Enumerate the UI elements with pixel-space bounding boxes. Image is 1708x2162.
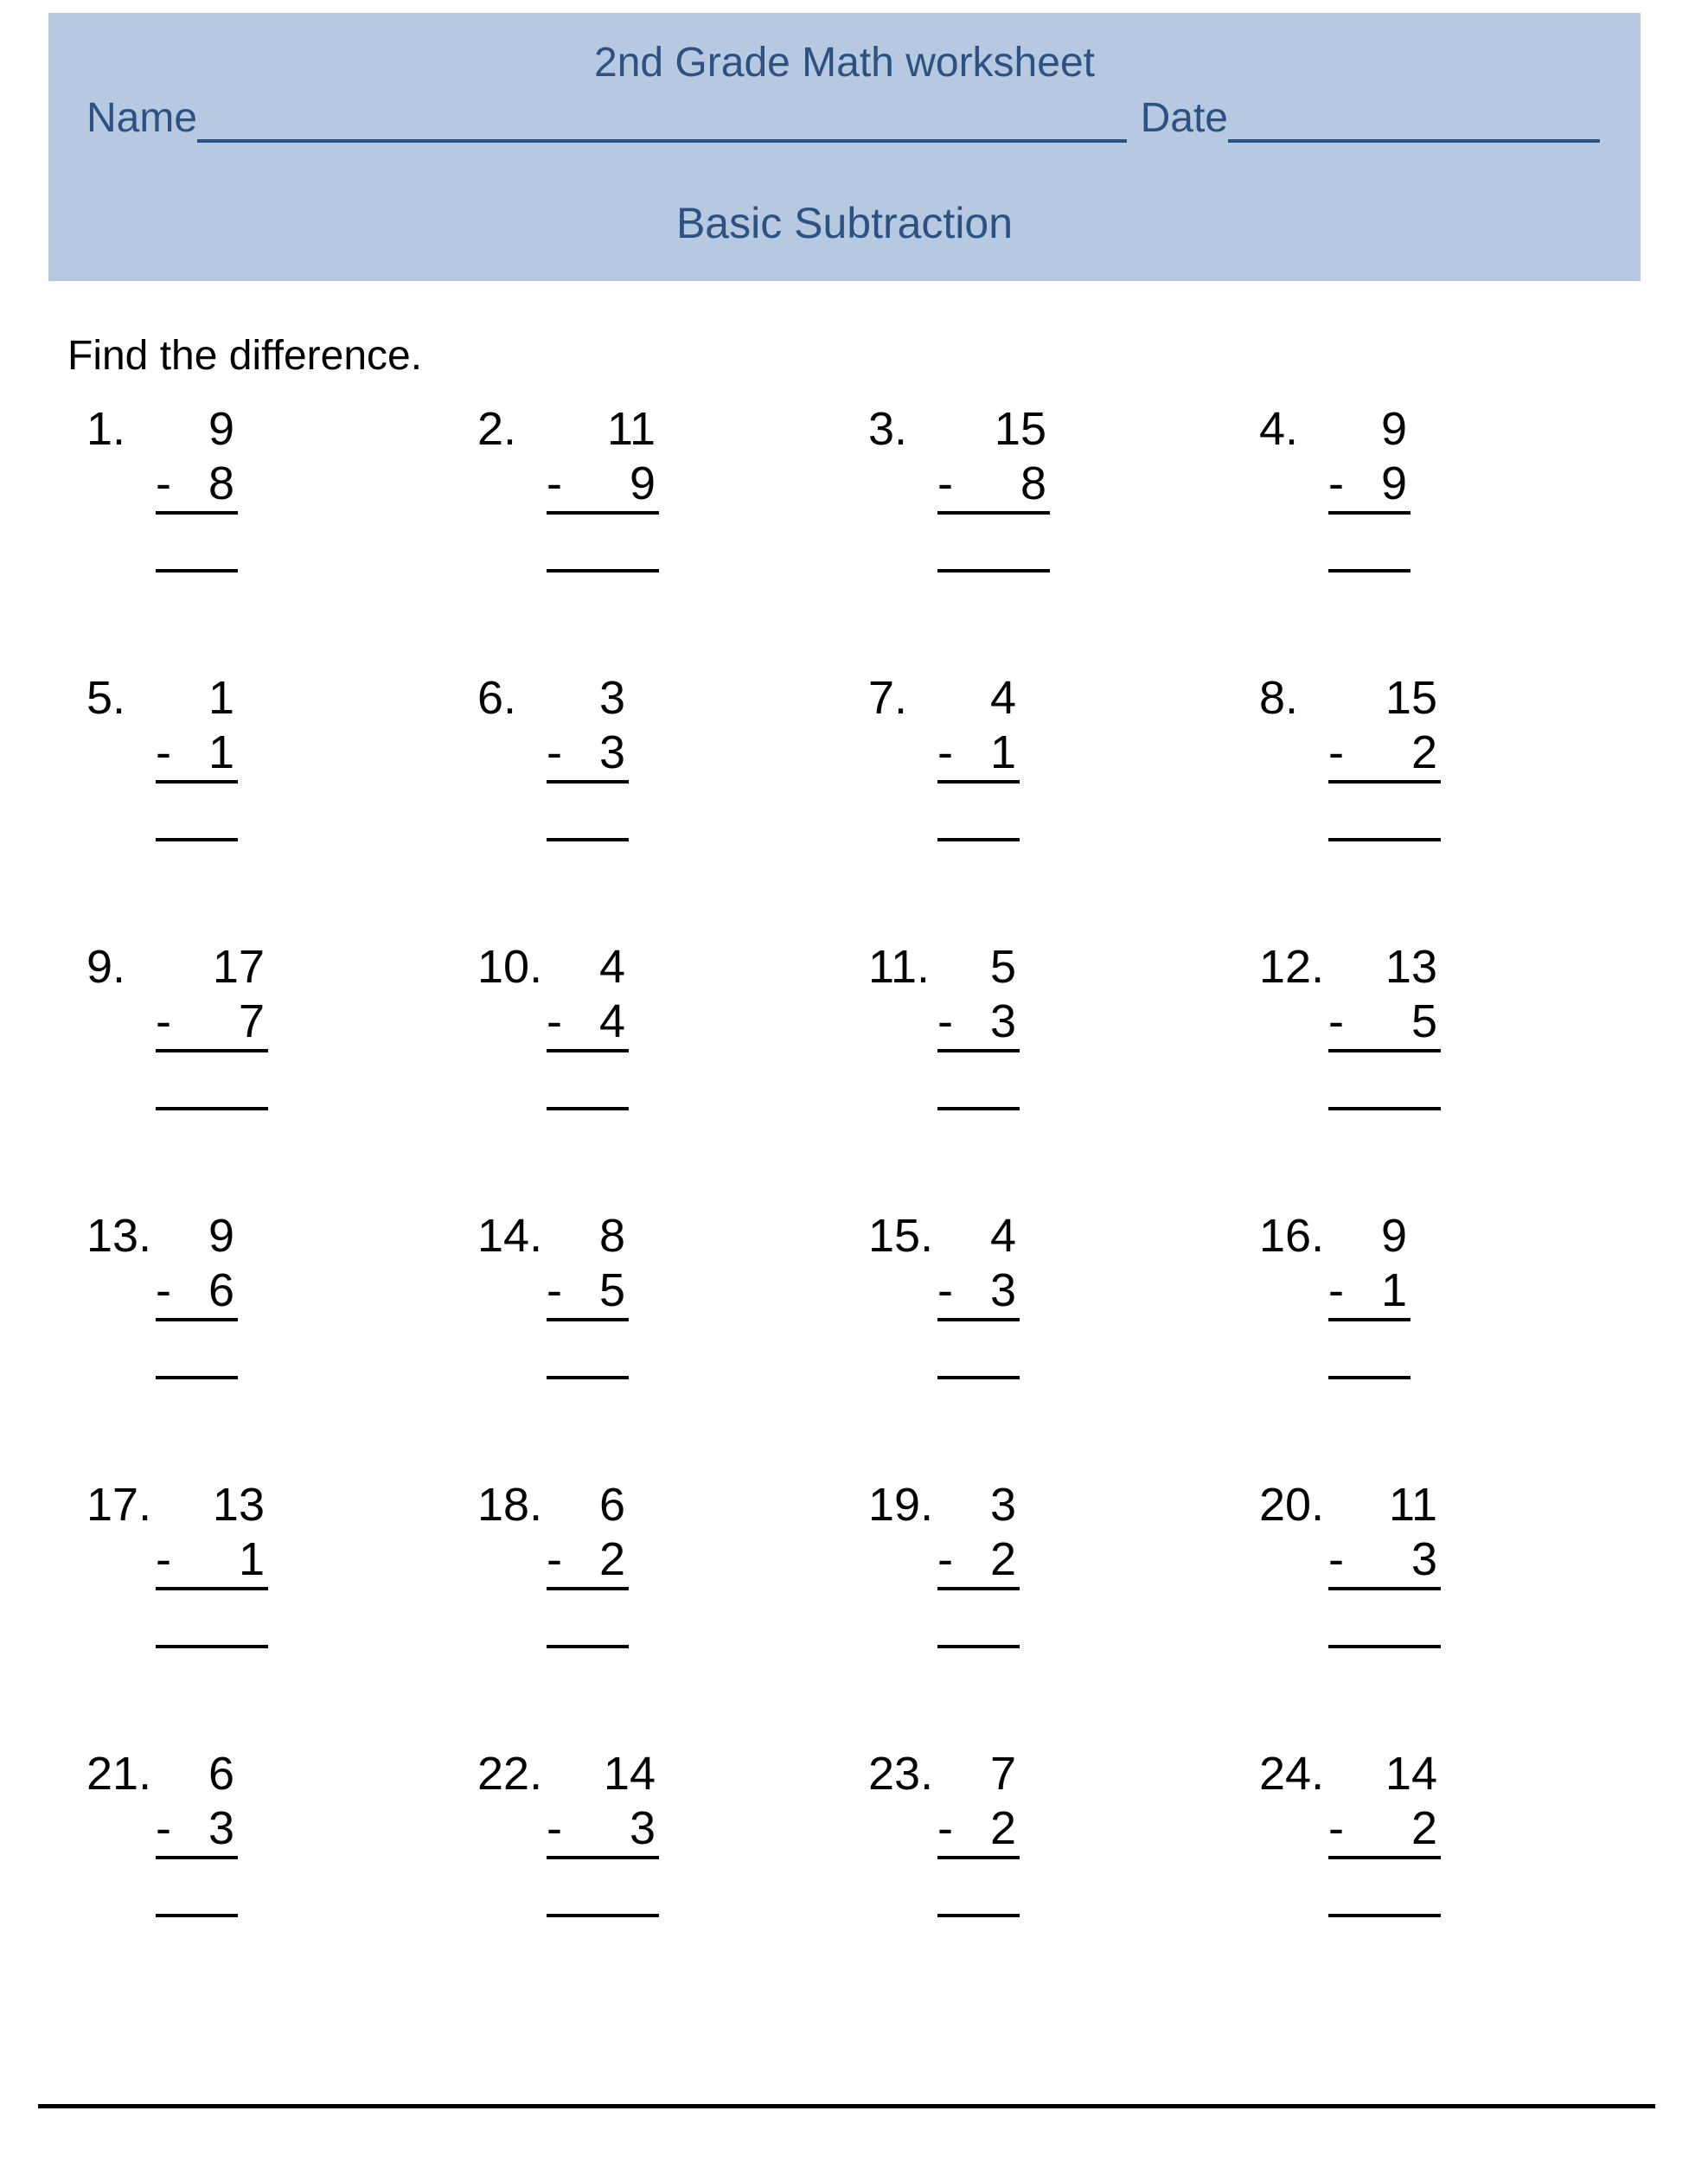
subtraction-problem — [477, 671, 868, 940]
subtrahend-row — [937, 457, 1050, 515]
subtrahend-row — [156, 1263, 238, 1321]
minus-sign: - — [156, 1802, 171, 1854]
subtraction-problem — [868, 402, 1259, 671]
minus-sign: - — [1328, 726, 1344, 778]
minuend: 14 — [1385, 1748, 1437, 1800]
worksheet-title: 2nd Grade Math worksheet — [594, 40, 1095, 86]
minus-sign: - — [1328, 1264, 1344, 1316]
subtrahend-row — [937, 1801, 1020, 1859]
problem-number: 7. — [868, 672, 908, 724]
problem-number: 14. — [477, 1210, 543, 1262]
answer-blank-line[interactable] — [937, 1914, 1020, 1917]
problem-work-area — [547, 940, 629, 1110]
subtrahend: 8 — [1020, 457, 1046, 509]
instruction-text: Find the difference. — [67, 333, 423, 379]
problem-number: 10. — [477, 941, 543, 993]
subtraction-problem — [86, 940, 477, 1209]
worksheet-subtitle: Basic Subtraction — [675, 199, 1014, 247]
minus-sign: - — [547, 1802, 562, 1854]
answer-blank-line[interactable] — [937, 1107, 1020, 1110]
problem-work-area — [547, 402, 659, 572]
minuend: 4 — [989, 1210, 1016, 1262]
subtrahend-row — [547, 1532, 629, 1590]
problem-work-area — [156, 1747, 238, 1917]
problem-work-area — [156, 1209, 238, 1379]
answer-blank-line[interactable] — [547, 838, 629, 841]
problem-number: 1. — [86, 403, 126, 455]
problem-work-area — [156, 402, 238, 572]
bottom-divider-line — [38, 2104, 1655, 2108]
subtrahend: 7 — [238, 995, 265, 1047]
problem-work-area — [156, 940, 268, 1110]
subtrahend: 1 — [1380, 1264, 1407, 1316]
subtrahend-row — [156, 457, 238, 515]
subtrahend: 2 — [1411, 1802, 1437, 1854]
problem-work-area — [156, 1478, 268, 1648]
minuend: 9 — [1380, 1210, 1407, 1262]
minus-sign: - — [156, 726, 171, 778]
minuend: 15 — [1385, 672, 1437, 724]
problem-number: 5. — [86, 672, 126, 724]
problem-number: 20. — [1259, 1479, 1325, 1531]
subtrahend: 9 — [1380, 457, 1407, 509]
subtrahend: 3 — [989, 995, 1016, 1047]
subtraction-problem — [1259, 402, 1650, 671]
minus-sign: - — [547, 1264, 562, 1316]
subtrahend-row — [1328, 726, 1441, 784]
date-blank-line[interactable] — [1228, 94, 1600, 143]
subtraction-problem — [868, 1209, 1259, 1478]
minuend: 8 — [598, 1210, 625, 1262]
subtraction-problem — [477, 1478, 868, 1747]
problem-work-area — [937, 402, 1050, 572]
answer-blank-line[interactable] — [547, 1645, 629, 1648]
subtraction-problem — [1259, 1478, 1650, 1747]
worksheet-header — [48, 13, 1641, 281]
subtrahend: 3 — [1411, 1533, 1437, 1585]
minuend: 15 — [994, 403, 1046, 455]
subtrahend-row — [156, 1532, 268, 1590]
minuend: 9 — [208, 1210, 234, 1262]
problem-number: 22. — [477, 1748, 543, 1800]
answer-blank-line[interactable] — [1328, 1376, 1411, 1379]
minus-sign: - — [937, 1533, 953, 1585]
minuend: 13 — [212, 1479, 265, 1531]
subtrahend-row — [547, 1801, 659, 1859]
answer-blank-line[interactable] — [1328, 569, 1411, 572]
subtraction-problem — [1259, 940, 1650, 1209]
subtraction-problem — [477, 940, 868, 1209]
minus-sign: - — [547, 726, 562, 778]
problem-work-area — [547, 1209, 629, 1379]
subtraction-problem — [868, 1747, 1259, 2016]
subtrahend-row — [937, 1263, 1020, 1321]
subtrahend-row — [937, 726, 1020, 784]
minuend: 9 — [1380, 403, 1407, 455]
subtrahend-row — [1328, 1801, 1441, 1859]
minus-sign: - — [156, 995, 171, 1047]
subtrahend: 1 — [208, 726, 234, 778]
problem-number: 6. — [477, 672, 517, 724]
problem-work-area — [937, 1478, 1020, 1648]
minus-sign: - — [547, 457, 562, 509]
minuend: 13 — [1385, 941, 1437, 993]
subtrahend-row — [547, 995, 629, 1052]
subtraction-problem — [1259, 1209, 1650, 1478]
subtraction-problem — [868, 671, 1259, 940]
name-date-row — [86, 94, 1600, 143]
subtrahend: 3 — [208, 1802, 234, 1854]
minuend: 3 — [989, 1479, 1016, 1531]
problem-number: 9. — [86, 941, 126, 993]
problem-work-area — [1328, 402, 1411, 572]
answer-blank-line[interactable] — [156, 1914, 238, 1917]
subtraction-problem — [1259, 671, 1650, 940]
answer-blank-line[interactable] — [547, 1914, 659, 1917]
minuend: 4 — [989, 672, 1016, 724]
problem-number: 11. — [868, 941, 931, 993]
problem-number: 13. — [86, 1210, 152, 1262]
problem-number: 16. — [1259, 1210, 1325, 1262]
minus-sign: - — [937, 995, 953, 1047]
problem-number: 15. — [868, 1210, 934, 1262]
subtraction-problem — [86, 1478, 477, 1747]
answer-blank-line[interactable] — [156, 838, 238, 841]
minus-sign: - — [1328, 457, 1344, 509]
problems-grid — [86, 402, 1650, 2016]
minuend: 3 — [598, 672, 625, 724]
problem-work-area — [156, 671, 238, 841]
minus-sign: - — [156, 1533, 171, 1585]
minus-sign: - — [1328, 1802, 1344, 1854]
subtraction-problem — [868, 940, 1259, 1209]
problem-work-area — [1328, 940, 1441, 1110]
problem-number: 2. — [477, 403, 517, 455]
subtrahend-row — [1328, 457, 1411, 515]
problem-work-area — [547, 671, 629, 841]
subtrahend: 3 — [989, 1264, 1016, 1316]
answer-blank-line[interactable] — [937, 838, 1020, 841]
subtraction-problem — [477, 1209, 868, 1478]
subtraction-problem — [86, 671, 477, 940]
subtrahend-row — [547, 726, 629, 784]
problem-number: 3. — [868, 403, 908, 455]
subtraction-problem — [86, 402, 477, 671]
subtrahend-row — [547, 1263, 629, 1321]
minus-sign: - — [547, 1533, 562, 1585]
answer-blank-line[interactable] — [1328, 1914, 1441, 1917]
subtrahend-row — [156, 995, 268, 1052]
minuend: 14 — [603, 1748, 656, 1800]
minus-sign: - — [156, 1264, 171, 1316]
problem-number: 4. — [1259, 403, 1299, 455]
problem-number: 18. — [477, 1479, 543, 1531]
minuend: 17 — [212, 941, 265, 993]
subtrahend: 1 — [989, 726, 1016, 778]
subtrahend-row — [1328, 1532, 1441, 1590]
subtrahend: 9 — [629, 457, 656, 509]
problem-number: 12. — [1259, 941, 1325, 993]
problem-number: 24. — [1259, 1748, 1325, 1800]
problem-work-area — [1328, 1209, 1411, 1379]
subtrahend-row — [156, 1801, 238, 1859]
subtraction-problem — [868, 1478, 1259, 1747]
problem-work-area — [1328, 671, 1441, 841]
answer-blank-line[interactable] — [156, 1107, 268, 1110]
answer-blank-line[interactable] — [937, 1376, 1020, 1379]
subtrahend: 2 — [1411, 726, 1437, 778]
minuend: 6 — [598, 1479, 625, 1531]
subtrahend: 3 — [629, 1802, 656, 1854]
answer-blank-line[interactable] — [937, 569, 1050, 572]
subtrahend: 5 — [1411, 995, 1437, 1047]
minuend: 11 — [606, 403, 656, 455]
date-label: Date — [1140, 95, 1228, 141]
problem-number: 19. — [868, 1479, 934, 1531]
subtrahend-row — [1328, 1263, 1411, 1321]
answer-blank-line[interactable] — [547, 569, 659, 572]
subtrahend: 6 — [208, 1264, 234, 1316]
answer-blank-line[interactable] — [937, 1645, 1020, 1648]
answer-blank-line[interactable] — [547, 1107, 629, 1110]
problem-work-area — [547, 1747, 659, 1917]
problem-number: 8. — [1259, 672, 1299, 724]
subtrahend-row — [937, 995, 1020, 1052]
subtrahend-row — [937, 1532, 1020, 1590]
subtrahend-row — [156, 726, 238, 784]
problem-work-area — [547, 1478, 629, 1648]
subtrahend: 5 — [598, 1264, 625, 1316]
name-blank-line[interactable] — [197, 94, 1127, 143]
problem-number: 21. — [86, 1748, 152, 1800]
problem-work-area — [1328, 1478, 1441, 1648]
subtrahend: 8 — [208, 457, 234, 509]
minus-sign: - — [937, 1264, 953, 1316]
minuend: 4 — [598, 941, 625, 993]
answer-blank-line[interactable] — [547, 1376, 629, 1379]
subtrahend: 3 — [598, 726, 625, 778]
subtrahend-row — [1328, 995, 1441, 1052]
answer-blank-line[interactable] — [1328, 838, 1441, 841]
problem-number: 17. — [86, 1479, 152, 1531]
minus-sign: - — [937, 726, 953, 778]
minuend: 5 — [989, 941, 1016, 993]
minus-sign: - — [547, 995, 562, 1047]
answer-blank-line[interactable] — [1328, 1107, 1441, 1110]
subtrahend-row — [547, 457, 659, 515]
minuend: 9 — [208, 403, 234, 455]
problem-number: 23. — [868, 1748, 934, 1800]
subtrahend: 4 — [598, 995, 625, 1047]
problem-work-area — [937, 940, 1020, 1110]
minuend: 6 — [208, 1748, 234, 1800]
subtraction-problem — [86, 1747, 477, 2016]
name-label: Name — [86, 95, 198, 141]
minuend: 7 — [989, 1748, 1016, 1800]
subtrahend: 1 — [238, 1533, 265, 1585]
subtrahend: 2 — [989, 1802, 1016, 1854]
minus-sign: - — [156, 457, 171, 509]
answer-blank-line[interactable] — [1328, 1645, 1441, 1648]
minus-sign: - — [937, 1802, 953, 1854]
answer-blank-line[interactable] — [156, 1645, 268, 1648]
problem-work-area — [937, 1209, 1020, 1379]
subtraction-problem — [477, 1747, 868, 2016]
problem-work-area — [937, 671, 1020, 841]
minuend: 11 — [1388, 1479, 1437, 1531]
subtrahend: 2 — [598, 1533, 625, 1585]
subtraction-problem — [86, 1209, 477, 1478]
problem-work-area — [1328, 1747, 1441, 1917]
answer-blank-line[interactable] — [156, 1376, 238, 1379]
subtraction-problem — [1259, 1747, 1650, 2016]
minus-sign: - — [937, 457, 953, 509]
answer-blank-line[interactable] — [156, 569, 238, 572]
subtrahend: 2 — [989, 1533, 1016, 1585]
minus-sign: - — [1328, 995, 1344, 1047]
minus-sign: - — [1328, 1533, 1344, 1585]
minuend: 1 — [208, 672, 234, 724]
problem-work-area — [937, 1747, 1020, 1917]
subtraction-problem — [477, 402, 868, 671]
